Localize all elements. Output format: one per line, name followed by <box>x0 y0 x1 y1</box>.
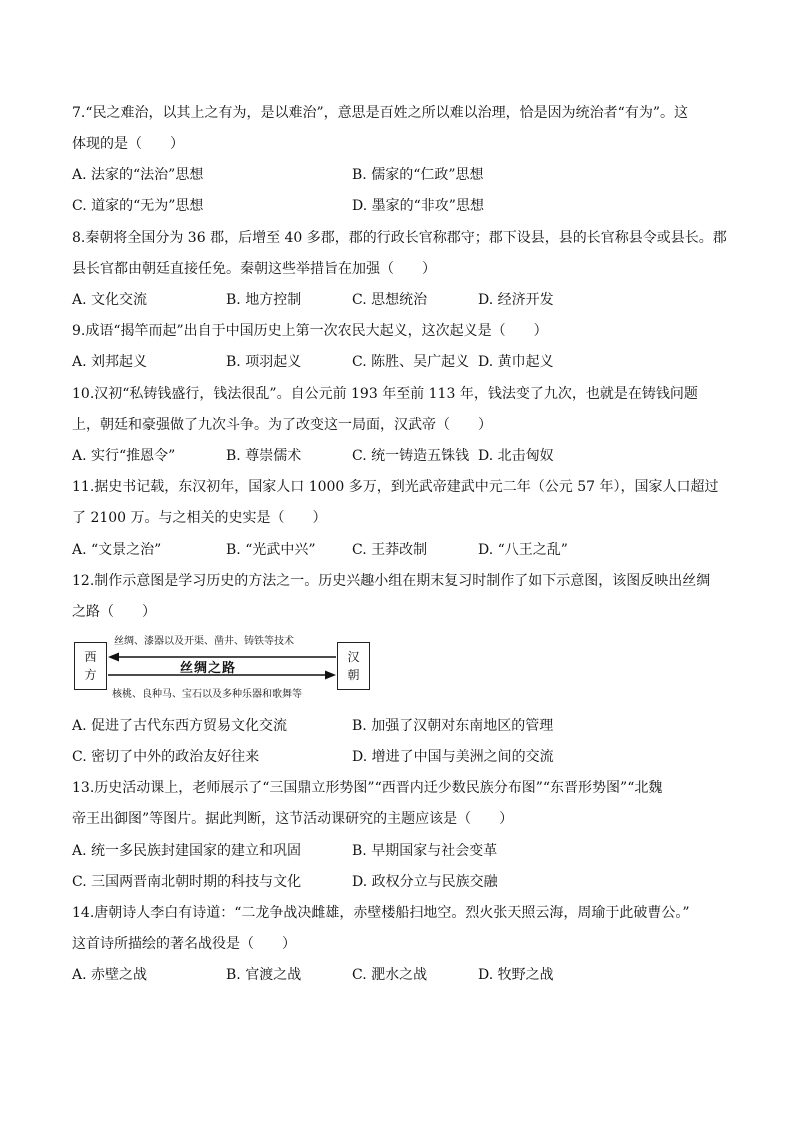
question-12-option-a: A. 促进了古代东西方贸易文化交流 <box>72 718 288 734</box>
question-8-option-a: A. 文化交流 <box>72 292 148 308</box>
question-13-option-d: D. 政权分立与民族交融 <box>352 874 498 890</box>
question-11-option-a: A. “文景之治” <box>72 542 162 558</box>
diagram-bottom-text: 核桃、良种马、宝石以及多种乐器和歌舞等 <box>112 689 302 700</box>
diagram-box-west-char-2: 方 <box>84 668 97 682</box>
question-11-stem-line-2: 了 2100 万。与之相关的史实是（ ） <box>72 510 327 526</box>
question-12-option-d: D. 增进了中国与美洲之间的交流 <box>352 749 554 765</box>
diagram-center-title: 丝绸之路 <box>180 661 237 676</box>
question-10-option-a: A. 实行“推恩令” <box>72 448 176 464</box>
question-7-option-a: A. 法家的“法治”思想 <box>72 167 204 183</box>
question-13-option-c: C. 三国两晋南北朝时期的科技与文化 <box>72 874 302 890</box>
question-12-option-b: B. 加强了汉朝对东南地区的管理 <box>352 718 554 734</box>
question-12-stem-line-1: 12.制作示意图是学习历史的方法之一。历史兴趣小组在期末复习时制作了如下示意图，该图反映出丝绸 <box>72 573 711 589</box>
question-10-option-b: B. 尊崇儒术 <box>226 448 302 464</box>
question-8-option-c: C. 思想统治 <box>352 292 428 308</box>
question-10-option-d: D. 北击匈奴 <box>478 448 554 464</box>
question-11-option-d: D. “八王之乱” <box>478 542 568 558</box>
question-14-option-a: A. 赤壁之战 <box>72 967 148 983</box>
arrow-to-han-icon <box>108 670 336 680</box>
question-9-option-a: A. 刘邦起义 <box>72 354 148 370</box>
question-13-stem-line-1: 13.历史活动课上，老师展示了“三国鼎立形势图”“西晋内迁少数民族分布图”“东晋形势图”“北魏 <box>72 780 663 796</box>
question-9-stem-line-1: 9.成语“揭竿而起”出自于中国历史上第一次农民大起义，这次起义是（ ） <box>72 323 548 339</box>
question-7-stem-line-1: 7.“民之难治，以其上之有为，是以难治”，意思是百姓之所以难以治理，恰是因为统治者“有为”。这 <box>72 105 688 121</box>
question-7-option-d: D. 墨家的“非攻”思想 <box>352 198 484 214</box>
question-13-option-b: B. 早期国家与社会变革 <box>352 843 498 859</box>
question-8-option-b: B. 地方控制 <box>226 292 302 308</box>
question-10-stem-line-1: 10.汉初“私铸钱盛行，钱法很乱”。自公元前 193 年至前 113 年，钱法变了九次，也就是在铸钱问题 <box>72 386 698 402</box>
question-14-option-b: B. 官渡之战 <box>226 967 302 983</box>
question-11-stem-line-1: 11.据史书记载，东汉初年，国家人口 1000 多万，到光武帝建武中元二年（公元 57 年），国家人口超过 <box>72 479 719 495</box>
diagram-box-han-char-2: 朝 <box>347 668 360 682</box>
question-11-option-c: C. 王莽改制 <box>352 542 428 558</box>
question-11-option-b: B. “光武中兴” <box>226 542 316 558</box>
question-9-option-b: B. 项羽起义 <box>226 354 302 370</box>
question-8-stem-line-2: 县长官都由朝廷直接任免。秦朝这些举措旨在加强（ ） <box>72 261 436 277</box>
question-12-option-c: C. 密切了中外的政治友好往来 <box>72 749 260 765</box>
question-10-stem-line-2: 上，朝廷和豪强做了九次斗争。为了改变这一局面，汉武帝（ ） <box>72 417 492 433</box>
question-14-option-c: C. 淝水之战 <box>352 967 428 983</box>
diagram-box-han <box>337 642 370 690</box>
diagram-box-west-char-1: 西 <box>84 650 97 664</box>
question-14-option-d: D. 牧野之战 <box>478 967 554 983</box>
silk-road-diagram <box>72 636 372 700</box>
question-7-stem-line-2: 体现的是（ ） <box>72 136 184 152</box>
question-7-option-c: C. 道家的“无为”思想 <box>72 198 204 214</box>
question-14-stem-line-2: 这首诗所描绘的著名战役是（ ） <box>72 936 296 952</box>
question-8-option-d: D. 经济开发 <box>478 292 554 308</box>
question-9-option-c: C. 陈胜、吴广起义 <box>352 354 470 370</box>
question-13-stem-line-2: 帝王出御图”等图片。据此判断，这节活动课研究的主题应该是（ ） <box>72 811 514 827</box>
diagram-box-west <box>74 642 107 690</box>
question-14-stem-line-1: 14.唐朝诗人李白有诗道：“二龙争战决雌雄，赤壁楼船扫地空。烈火张天照云海，周瑜于此破曹公。” <box>72 905 690 921</box>
diagram-top-text: 丝绸、漆器以及开渠、凿井、铸铁等技术 <box>114 636 294 647</box>
question-8-stem-line-1: 8.秦朝将全国分为 36 郡，后增至 40 多郡，郡的行政长官称郡守；郡下设县，县的长官称县令或县长。郡 <box>72 230 727 246</box>
question-12-stem-line-2: 之路（ ） <box>72 604 156 620</box>
question-10-option-c: C. 统一铸造五铢钱 <box>352 448 470 464</box>
question-9-option-d: D. 黄巾起义 <box>478 354 554 370</box>
diagram-box-han-char-1: 汉 <box>347 650 360 664</box>
question-7-option-b: B. 儒家的“仁政”思想 <box>352 167 484 183</box>
question-13-option-a: A. 统一多民族封建国家的建立和巩固 <box>72 843 302 859</box>
